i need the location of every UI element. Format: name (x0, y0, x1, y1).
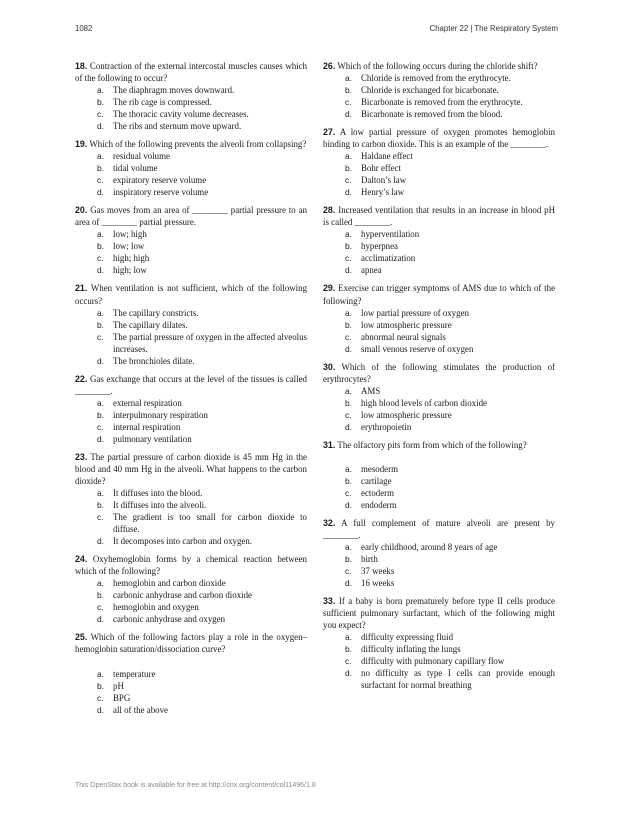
question-text: A low partial pressure of oxygen promotes hemoglobin binding to carbon dioxide. This is an example of the ________. (323, 127, 556, 150)
question-text: Which of the following prevents the alveoli from collapsing? (89, 139, 307, 150)
question-number: 21. (75, 283, 88, 294)
question-text: Which of the following factors play a role in the oxygen–hemoglobin saturation/dissociation curve? (75, 632, 307, 655)
question-stem (75, 631, 307, 655)
option-letter: a. (97, 668, 104, 679)
option-text: expiratory reserve volume (113, 175, 207, 186)
question-stem (323, 439, 555, 451)
option-letter: c. (97, 109, 104, 120)
answer-option (75, 487, 307, 499)
answer-option (75, 511, 307, 535)
option-letter: d. (97, 355, 104, 366)
option-text: It diffuses into the blood. (113, 488, 203, 499)
option-text: tidal volume (113, 163, 158, 174)
question-item (323, 282, 555, 354)
answer-option (75, 162, 307, 174)
option-text: high; low (113, 265, 147, 276)
option-letter: b. (97, 590, 104, 601)
question-stem (323, 361, 555, 385)
question-stem (75, 451, 307, 487)
option-text: The capillary dilates. (113, 319, 188, 330)
option-text: The rib cage is compressed. (113, 97, 212, 108)
option-letter: a. (345, 307, 352, 318)
answer-option (75, 601, 307, 613)
question-text: When ventilation is not sufficient, which of the following occurs? (75, 283, 308, 306)
option-letter: d. (97, 121, 104, 132)
answer-option (323, 397, 555, 409)
answer-option (75, 264, 307, 276)
option-letter: c. (97, 253, 104, 264)
question-stem (323, 282, 555, 306)
question-number: 28. (323, 205, 336, 216)
option-letter: a. (345, 632, 352, 643)
option-text: endoderm (361, 499, 397, 510)
question-item (75, 138, 307, 198)
answer-option (75, 319, 307, 331)
option-letter: c. (97, 331, 104, 342)
option-text: pulmonary ventilation (113, 433, 192, 444)
question-item (75, 553, 307, 625)
answer-option (323, 541, 555, 553)
option-letter: c. (97, 602, 104, 613)
answer-option (75, 409, 307, 421)
question-text: If a baby is born prematurely before type II cells produce sufficient pulmonary surfactant, which of the following might you expect? (323, 596, 555, 631)
option-letter: b. (345, 397, 352, 408)
option-text: erythropoietin (361, 421, 412, 432)
answer-option (323, 487, 555, 499)
option-letter: b. (345, 475, 352, 486)
chapter-title: Chapter 22 | The Respiratory System (429, 24, 558, 33)
answer-option (75, 421, 307, 433)
option-text: Bohr effect (361, 163, 402, 174)
question-text: Gas moves from an area of ________ partial pressure to an area of ________ partial pressure. (75, 205, 308, 228)
option-text: low; low (113, 241, 145, 252)
option-letter: c. (97, 175, 104, 186)
option-letter: a. (97, 578, 104, 589)
option-text: The ribs and sternum move upward. (113, 121, 242, 132)
option-letter: c. (345, 409, 352, 420)
option-text: interpulmonary respiration (113, 409, 208, 420)
option-text: Chloride is removed from the erythrocyte. (361, 73, 511, 84)
answer-option (75, 704, 307, 716)
option-text: BPG (113, 692, 131, 703)
question-text: A full complement of mature alveoli are present by ________. (323, 517, 555, 541)
answer-option (323, 72, 555, 84)
option-letter: a. (345, 229, 352, 240)
option-text: low atmospheric pressure (361, 409, 452, 420)
option-letter: b. (345, 644, 352, 655)
left-column (75, 60, 307, 722)
question-text: Increased ventilation that results in an increase in blood pH is called ________. (323, 205, 555, 228)
option-letter: a. (97, 151, 104, 162)
answer-option (75, 174, 307, 186)
option-text: hemoglobin and carbon dioxide (113, 578, 226, 589)
question-number: 27. (323, 127, 336, 138)
option-text: cartilage (361, 475, 392, 486)
option-letter: c. (345, 656, 352, 667)
answer-option (75, 96, 307, 108)
question-number: 20. (75, 205, 88, 216)
option-letter: d. (97, 187, 104, 198)
question-stem (75, 282, 307, 306)
question-stem (323, 517, 555, 541)
answer-option (323, 108, 555, 120)
option-letter: d. (97, 704, 104, 715)
option-letter: b. (345, 241, 352, 252)
question-number: 24. (75, 554, 88, 565)
answer-option (323, 499, 555, 511)
option-text: Haldane effect (361, 151, 413, 162)
question-stem (323, 126, 555, 150)
option-text: difficulty expressing fluid (361, 632, 454, 643)
answer-option (75, 108, 307, 120)
page-header (75, 24, 558, 38)
answer-option (75, 577, 307, 589)
option-text: The bronchioles dilate. (113, 355, 195, 366)
option-letter: b. (97, 97, 104, 108)
option-text: difficulty with pulmonary capillary flow (361, 656, 505, 667)
option-text: high blood levels of carbon dioxide (361, 397, 487, 408)
option-letter: b. (97, 163, 104, 174)
question-text: Contraction of the external intercostal muscles causes which of the following to occur? (75, 61, 308, 84)
question-item (323, 361, 555, 433)
answer-option (75, 240, 307, 252)
answer-option (323, 421, 555, 433)
question-stem (323, 60, 555, 72)
option-text: Chloride is exchanged for bicarbonate. (361, 85, 499, 96)
answer-option (75, 331, 307, 355)
answer-option (75, 535, 307, 547)
option-letter: d. (97, 265, 104, 276)
question-text: Which of the following occurs during the chloride shift? (337, 61, 538, 71)
question-number: 32. (323, 517, 336, 528)
question-item (75, 204, 307, 276)
option-letter: c. (345, 175, 352, 186)
answer-option (75, 307, 307, 319)
option-text: abnormal neural signals (361, 331, 446, 342)
option-letter: a. (97, 488, 104, 499)
option-letter: d. (345, 343, 352, 354)
option-text: 37 weeks (361, 566, 395, 577)
answer-option (75, 355, 307, 367)
question-number: 25. (75, 632, 88, 643)
option-text: hyperpnea (361, 241, 398, 252)
question-text: The partial pressure of carbon dioxide is 45 mm Hg in the blood and 40 mm Hg in the alveoli. What happens to the carbon dioxide? (75, 451, 307, 487)
option-letter: b. (345, 85, 352, 96)
answer-option (75, 680, 307, 692)
option-letter: c. (97, 421, 104, 432)
option-letter: d. (345, 265, 352, 276)
option-letter: b. (97, 319, 104, 330)
answer-option (75, 84, 307, 96)
answer-option (75, 186, 307, 198)
answer-option (323, 409, 555, 421)
question-stem (75, 553, 307, 577)
answer-option (75, 589, 307, 601)
option-text: Bicarbonate is removed from the erythrocyte. (361, 97, 523, 108)
question-number: 29. (323, 283, 336, 294)
answer-option (75, 668, 307, 680)
question-item (323, 60, 555, 120)
option-text: Bicarbonate is removed from the blood. (361, 109, 503, 120)
option-letter: c. (345, 97, 352, 108)
question-text: Which of the following stimulates the production of erythrocytes? (323, 361, 555, 384)
answer-option (75, 433, 307, 445)
option-text: carbonic anhydrase and carbon dioxide (113, 590, 252, 601)
answer-option (323, 228, 555, 240)
option-letter: d. (97, 433, 104, 444)
answer-option (323, 150, 555, 162)
option-text: pH (113, 680, 124, 691)
option-text: all of the above (113, 704, 168, 715)
question-stem (75, 373, 307, 397)
question-number: 30. (323, 361, 336, 372)
option-letter: d. (345, 499, 352, 510)
option-letter: a. (97, 307, 104, 318)
option-text: It decomposes into carbon and oxygen. (113, 536, 253, 547)
answer-option (323, 463, 555, 475)
option-text: The thoracic cavity volume decreases. (113, 109, 249, 120)
question-text: Oxyhemoglobin forms by a chemical reaction between which of the following? (75, 554, 307, 577)
question-item (75, 282, 307, 366)
option-text: low; high (113, 229, 147, 240)
answer-option (323, 174, 555, 186)
option-text: carbonic anhydrase and oxygen (113, 614, 226, 625)
option-letter: b. (97, 241, 104, 252)
answer-option (323, 252, 555, 264)
option-text: low partial pressure of oxygen (361, 307, 469, 318)
answer-option (323, 643, 555, 655)
question-item (323, 517, 555, 589)
option-letter: c. (345, 487, 352, 498)
option-letter: a. (345, 463, 352, 474)
option-text: The partial pressure of oxygen in the affected alveolus increases. (113, 331, 307, 354)
question-stem (323, 595, 555, 631)
option-letter: b. (97, 500, 104, 511)
question-item (323, 595, 555, 691)
answer-option (323, 577, 555, 589)
answer-option (323, 264, 555, 276)
option-text: The gradient is too small for carbon dioxide to diffuse. (113, 512, 307, 535)
option-text: The capillary constricts. (113, 307, 199, 318)
option-letter: a. (345, 73, 352, 84)
option-letter: b. (345, 163, 352, 174)
option-letter: d. (97, 614, 104, 625)
question-stem (75, 60, 307, 84)
question-number: 18. (75, 61, 88, 71)
question-stem (323, 204, 555, 228)
answer-option (323, 553, 555, 565)
question-item (323, 126, 555, 198)
option-letter: b. (345, 554, 352, 565)
question-text: The olfactory pits form from which of the following? (337, 439, 527, 450)
option-letter: c. (97, 692, 104, 703)
option-text: The diaphragm moves downward. (113, 85, 235, 96)
answer-option (75, 228, 307, 240)
option-text: hemoglobin and oxygen (113, 602, 199, 613)
question-number: 23. (75, 451, 88, 462)
answer-option (323, 631, 555, 643)
answer-option (323, 565, 555, 577)
answer-option (323, 655, 555, 667)
option-text: birth (361, 554, 378, 565)
option-text: 16 weeks (361, 578, 395, 589)
option-letter: d. (345, 421, 352, 432)
question-item (75, 373, 307, 445)
option-text: residual volume (113, 151, 170, 162)
option-letter: d. (345, 578, 352, 589)
question-item (75, 60, 307, 132)
answer-option (323, 186, 555, 198)
answer-option (75, 397, 307, 409)
question-item (75, 631, 307, 715)
question-number: 26. (323, 61, 336, 71)
option-text: mesoderm (361, 463, 398, 474)
answer-option (323, 84, 555, 96)
answer-option (323, 667, 555, 691)
option-letter: d. (345, 187, 352, 198)
answer-option (323, 162, 555, 174)
option-letter: b. (97, 680, 104, 691)
option-letter: a. (97, 397, 104, 408)
option-text: external respiration (113, 397, 182, 408)
option-text: internal respiration (113, 421, 181, 432)
right-column (323, 60, 555, 697)
option-text: no difficulty as type I cells can provide enough surfactant for normal breathing (361, 668, 555, 691)
option-text: It diffuses into the alveoli. (113, 500, 207, 511)
question-number: 22. (75, 373, 88, 384)
question-number: 33. (323, 596, 336, 607)
answer-option (75, 252, 307, 264)
answer-option (75, 613, 307, 625)
option-letter: d. (345, 109, 352, 120)
question-stem (75, 138, 307, 150)
question-item (323, 204, 555, 276)
answer-option (323, 240, 555, 252)
option-text: low atmospheric pressure (361, 319, 452, 330)
option-letter: d. (97, 536, 104, 547)
page-number: 1082 (75, 24, 93, 33)
option-letter: a. (345, 385, 352, 396)
answer-option (323, 385, 555, 397)
answer-option (75, 150, 307, 162)
option-letter: b. (97, 409, 104, 420)
option-text: high; high (113, 253, 150, 264)
option-text: temperature (113, 668, 156, 679)
option-letter: a. (345, 542, 352, 553)
option-text: ectoderm (361, 487, 395, 498)
option-text: Dalton’s law (361, 175, 407, 186)
option-letter: d. (345, 668, 352, 679)
answer-option (323, 331, 555, 343)
question-number: 31. (323, 439, 336, 450)
question-number: 19. (75, 139, 88, 150)
option-text: small venous reserve of oxygen (361, 343, 474, 354)
question-text: Gas exchange that occurs at the level of the tissues is called ________. (75, 373, 307, 396)
page-footer: This OpenStax book is available for free at http://cnx.org/content/col11496/1.8 (75, 782, 316, 789)
question-item (323, 439, 555, 511)
option-letter: a. (345, 151, 352, 162)
option-letter: a. (97, 85, 104, 96)
answer-option (75, 120, 307, 132)
option-letter: a. (97, 229, 104, 240)
answer-option (75, 499, 307, 511)
option-text: AMS (361, 385, 381, 396)
answer-option (323, 96, 555, 108)
option-text: early childhood, around 8 years of age (361, 542, 498, 553)
option-text: difficulty inflating the lungs (361, 644, 461, 655)
option-letter: c. (97, 512, 104, 523)
option-text: apnea (361, 265, 382, 276)
option-letter: b. (345, 319, 352, 330)
option-letter: c. (345, 566, 352, 577)
answer-option (323, 343, 555, 355)
option-letter: c. (345, 253, 352, 264)
question-stem (75, 204, 307, 228)
question-text: Exercise can trigger symptoms of AMS due to which of the following? (323, 283, 556, 306)
answer-option (75, 692, 307, 704)
option-letter: c. (345, 331, 352, 342)
question-item (75, 451, 307, 547)
answer-option (323, 307, 555, 319)
option-text: inspiratory reserve volume (113, 187, 209, 198)
answer-option (323, 475, 555, 487)
option-text: acclimatization (361, 253, 416, 264)
option-text: hyperventilation (361, 229, 420, 240)
option-text: Henry’s law (361, 187, 405, 198)
answer-option (323, 319, 555, 331)
